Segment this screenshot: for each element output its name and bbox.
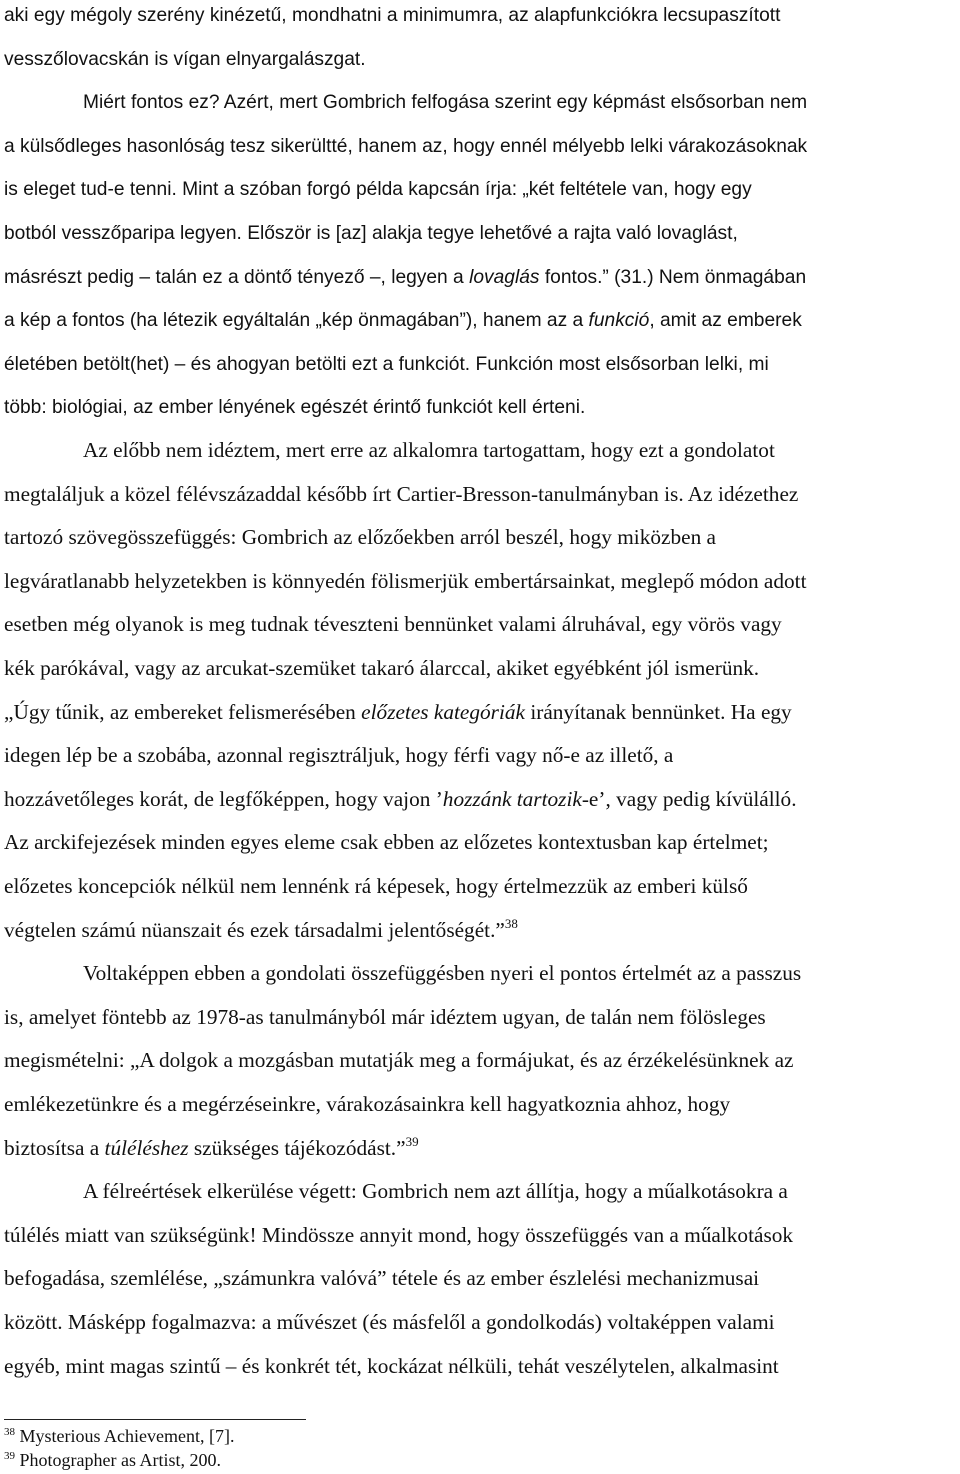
text-run: előzetes koncepciók nélkül nem lennénk rá képesek, hogy értelmezzük az emberi külső bbox=[4, 874, 748, 898]
text-line bbox=[83, 87, 807, 117]
text-run: Voltaképpen ebben a gondolati összefüggésben nyeri el pontos értelmét az a passzus bbox=[83, 961, 802, 986]
text-line bbox=[4, 785, 797, 813]
text-line bbox=[4, 1046, 793, 1074]
text-line bbox=[4, 262, 806, 292]
text-line bbox=[4, 1003, 766, 1031]
text-run: kék parókával, vagy az arcukat-szemüket takaró álarccal, akiket egyébként jól ismerünk. bbox=[4, 656, 760, 680]
text-line bbox=[4, 698, 792, 726]
footnote-ref: 38 bbox=[504, 915, 518, 931]
text-run: egyéb, mint magas szintű – és konkrét tét, kockázat nélküli, tehát veszélytelen, alkalmasint bbox=[4, 1353, 779, 1378]
footnote-number: 38 bbox=[4, 1426, 15, 1438]
footnote-39 bbox=[4, 1449, 221, 1471]
text-line bbox=[4, 916, 518, 944]
text-run: életében betölt(het) – és ahogyan betölti ezt a funkciót. Funkción most elsősorban lelki, mi bbox=[4, 353, 769, 375]
text-run: „Úgy tűnik, az embereket felismerésében bbox=[4, 699, 362, 724]
text-line bbox=[4, 1134, 419, 1162]
text-run: több: biológiai, az ember lényének egészét érintő funkciót kell érteni. bbox=[4, 397, 586, 419]
text-line bbox=[83, 436, 775, 464]
text-run: is, amelyet föntebb az 1978-as tanulmányból már idéztem ugyan, de talán nem fölösleges bbox=[4, 1004, 766, 1029]
text-run: is eleget tud-e tenni. Mint a szóban forgó példa kapcsán írja: „két feltétele van, hogy egy bbox=[4, 179, 752, 201]
text-run: legváratlanabb helyzetekben is könnyedén fölismerjük embertársainkat, meglepő módon adott bbox=[4, 568, 807, 593]
text-run: a külsődleges hasonlóság tesz sikerültté, hanem az, hogy ennél mélyebb lelki várakozásoknak bbox=[4, 135, 808, 157]
text-line bbox=[4, 1308, 775, 1336]
text-line bbox=[4, 305, 802, 335]
footnote-text: Mysterious Achievement, [7]. bbox=[15, 1426, 235, 1446]
text-line bbox=[4, 654, 759, 682]
text-run: botból vesszőparipa legyen. Először is [az] alakja tegye lehetővé a rajta való lovaglást, bbox=[4, 223, 738, 244]
text-run: esetben még olyanok is meg tudnak téveszteni bennünket valami álruhával, egy vörös vagy bbox=[4, 612, 782, 637]
text-line bbox=[4, 392, 585, 422]
text-line bbox=[4, 741, 673, 769]
text-line bbox=[4, 567, 807, 595]
italic-text: hozzánk tartozik bbox=[442, 786, 582, 811]
text-run: túlélés miatt van szükségünk! Mindössze annyit mond, hogy összefüggés van a műalkotások bbox=[4, 1222, 794, 1247]
text-run: idegen lép be a szobába, azonnal regisztráljuk, hogy férfi vagy nő-e az illető, a bbox=[4, 743, 674, 768]
text-line bbox=[4, 523, 716, 551]
text-line bbox=[4, 828, 769, 856]
text-line bbox=[4, 44, 366, 74]
text-run: aki egy mégoly szerény kinézetű, mondhatni a minimumra, az alapfunkciókra lecsupaszított bbox=[4, 5, 781, 26]
text-line bbox=[83, 1177, 788, 1205]
text-run: tartozó szövegösszefüggés: Gombrich az előzőekben arról beszél, hogy miközben a bbox=[4, 525, 717, 550]
text-line bbox=[4, 1090, 730, 1118]
text-run: Az előbb nem idéztem, mert erre az alkalomra tartogattam, hogy ezt a gondolatot bbox=[83, 438, 775, 462]
text-line bbox=[4, 349, 769, 379]
text-run: Az arckifejezések minden egyes eleme csak ebben az előzetes kontextusban kap értelmet; bbox=[4, 830, 769, 855]
text-run: megtaláljuk a közel félévszázaddal később írt Cartier-Bresson-tanulmányban is. Az idézethez bbox=[4, 481, 799, 506]
text-run: végtelen számú nüanszait és ezek társadalmi jelentőségét.” bbox=[4, 917, 505, 942]
footnote-text: Photographer as Artist, 200. bbox=[15, 1450, 221, 1470]
text-line bbox=[4, 1221, 793, 1249]
footnote-divider bbox=[4, 1419, 306, 1420]
italic-text: előzetes kategóriák bbox=[361, 699, 525, 724]
text-line bbox=[4, 1264, 759, 1292]
italic-text: funkció bbox=[588, 310, 650, 332]
text-run: másrészt pedig – talán ez a döntő tényező –, legyen a bbox=[4, 266, 470, 288]
text-run: fontos.” (31.) Nem önmagában bbox=[539, 266, 807, 288]
text-line bbox=[83, 959, 801, 987]
text-run: megismételni: „A dolgok a mozgásban mutatják meg a formájukat, és az érzékelésünknek az bbox=[4, 1048, 794, 1073]
text-run: emlékezetünkre és a megérzéseinkre, várakozásainkra kell hagyatkoznia ahhoz, hogy bbox=[4, 1092, 731, 1116]
text-run: irányítanak bennünket. Ha egy bbox=[525, 699, 792, 724]
text-line bbox=[4, 1352, 779, 1380]
text-run: -e’, vagy pedig kívülálló. bbox=[581, 786, 797, 811]
text-run: a kép a fontos (ha létezik egyáltalán „kép önmagában”), hanem az a bbox=[4, 310, 589, 332]
text-line bbox=[4, 174, 752, 204]
text-run: vesszőlovacskán is vígan elnyargalászgat. bbox=[4, 48, 366, 70]
text-line bbox=[4, 610, 782, 638]
text-run: hozzávetőleges korát, de legfőképpen, hogy vajon ’ bbox=[4, 786, 443, 811]
text-line bbox=[4, 0, 780, 30]
text-run: Miért fontos ez? Azért, mert Gombrich felfogása szerint egy képmást elsősorban nem bbox=[83, 92, 808, 114]
text-run: befogadása, szemlélése, „számunkra valóvá” tétele és az ember észlelési mechanizmusai bbox=[4, 1266, 760, 1291]
footnote-ref: 39 bbox=[405, 1133, 419, 1149]
italic-text: túléléshez bbox=[104, 1135, 189, 1160]
text-run: , amit az emberek bbox=[649, 310, 802, 332]
text-line bbox=[4, 218, 738, 248]
text-run: szükséges tájékozódást.” bbox=[188, 1135, 406, 1160]
italic-text: lovaglás bbox=[469, 266, 540, 288]
footnote-number: 39 bbox=[4, 1450, 15, 1462]
text-run: között. Másképp fogalmazva: a művészet (és másfelől a gondolkodás) voltaképpen valami bbox=[4, 1310, 775, 1334]
text-line bbox=[4, 872, 748, 900]
text-run: biztosítsa a bbox=[4, 1135, 105, 1160]
footnote-38 bbox=[4, 1425, 234, 1447]
text-line bbox=[4, 131, 807, 161]
text-run: A félreértések elkerülése végett: Gombrich nem azt állítja, hogy a műalkotásokra a bbox=[83, 1179, 788, 1204]
text-line bbox=[4, 480, 798, 508]
